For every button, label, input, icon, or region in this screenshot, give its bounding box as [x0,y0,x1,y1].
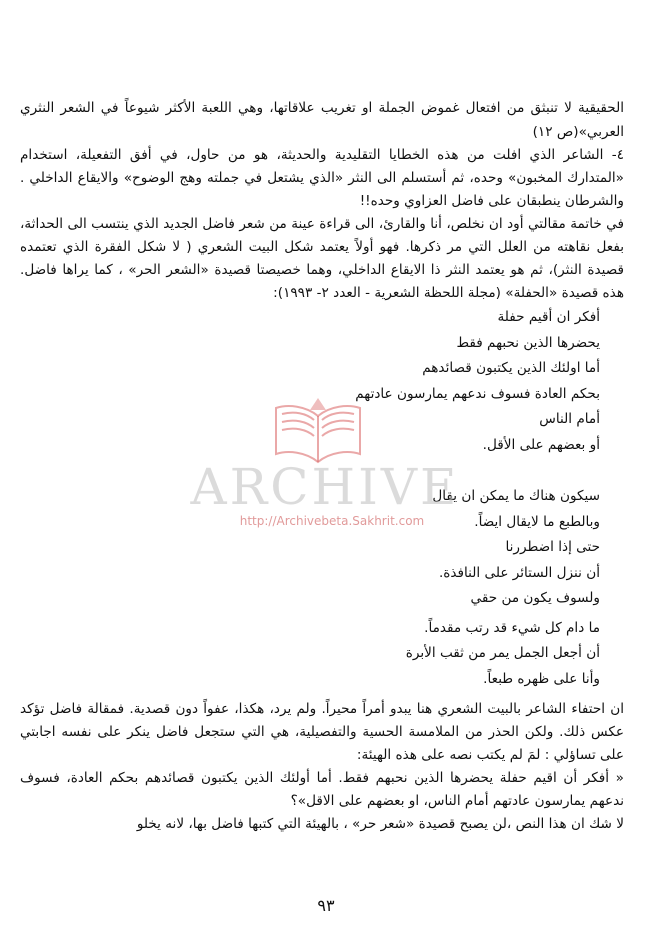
poem-line: أفكر ان أقيم حفلة [497,309,600,325]
paragraph-2: ٤- الشاعر الذي افلت من هذه الخطايا التقليدية والحديثة، هو من حاول، في أفق التفعيلة، استخدام «المتدارك المخبون» وحده، ثم أستسلم الى النثر «الذي يشتعل في جملته وهج الوضوح» والايقاع الداخلي . والشرطان ينطبقان على فاضل العزاوي وحده!! [20,147,624,209]
paragraph-4: ان احتفاء الشاعر بالبيت الشعري هنا يبدو أمراً محيراً. ولم يرد، هكذا، عفواً دون قصدية. فمقالة فاضل تؤكد عكس ذلك. ولكن الحذر من الملامسة الحسية والتفصيلية، هي التي ستجعل فاضل ينكر على نفسه اجابتي على تساؤلي : لمَ لم يكتب نصه على هذه الهيئة: [20,701,624,763]
poem-line: وبالطبع ما لايقال ايضاً. [474,513,600,530]
poem-line: يحضرها الذين نحبهم فقط [456,334,600,351]
poem-line: بحكم العادة فسوف ندعهم يمارسون عادتهم [355,385,600,402]
paragraph-1: الحقيقية لا تنبثق من افتعال غموض الجملة او تغريب علاقاتها، وهي اللعبة الأكثر شيوعاً في الشعر النثري العربي»(ص ١٢) [20,100,624,140]
page-number: ٩٣ [317,896,335,915]
poem-line: حتى إذا اضطررنا [505,539,600,555]
stanza-gap [20,458,600,484]
poem-stanza-3 [20,616,600,693]
poem-line: سيكون هناك ما يمكن ان يقال [432,488,600,504]
article-body [20,96,624,836]
paragraph-3: في خاتمة مقالتي أود ان نخلص، أنا والقارئ، الى قراءة عينة من شعر فاضل الجديد الذي ينتسب الى الحداثة، بفعل نقاهته من العلل التي مر ذكرها. فهو أولاً يعتمد شكل البيت الشعري ( لا شكل الفقرة الذي تعتمده قصيدة النثر)، ثم هو يعتمد النثر ذا الايقاع الداخلي، وهما خصيصتا قصيدة «الشعر الحر» ، كما يراها فاضل. هذه قصيدة «الحفلة» (مجلة اللحظة الشعرية - العدد ٢- ١٩٩٣): [20,216,624,301]
poem-line: أو بعضهم على الأقل. [482,436,600,453]
watermark-url: http://Archivebeta.Sakhrit.com [239,514,425,528]
poem-line: أن أجعل الجمل يمر من ثقب الأبرة [405,645,600,661]
poem-line: أن ننزل الستائر على النافذة. [438,564,600,581]
poem-stanza-1 [20,305,600,458]
paragraph-6: لا شك ان هذا النص ،لن يصبح قصيدة «شعر حر» ، بالهيئة التي كتبها فاضل بها، لانه يخلو [136,816,624,832]
paragraph-5: « أفكر أن اقيم حفلة يحضرها الذين نحبهم فقط. أما أولئك الذين يكتبون قصائدهم بحكم العادة، فسوف ندعهم يمارسون عادتهم أمام الناس، او بعضهم على الاقل»؟ [20,770,624,809]
poem-line: ما دام كل شيء قد رتب مقدماً. [424,619,600,636]
poem-line: وأنا على ظهره طبعاً. [483,670,600,687]
poem-block [20,305,600,692]
poem-stanza-2 [20,484,600,612]
poem-line: أما اولئك الذين يكتبون قصائدهم [422,360,600,376]
watermark-title: ARCHIVE [190,458,460,516]
poem-line: ولسوف يكون من حقي [470,590,600,606]
poem-line: أمام الناس [539,411,600,427]
